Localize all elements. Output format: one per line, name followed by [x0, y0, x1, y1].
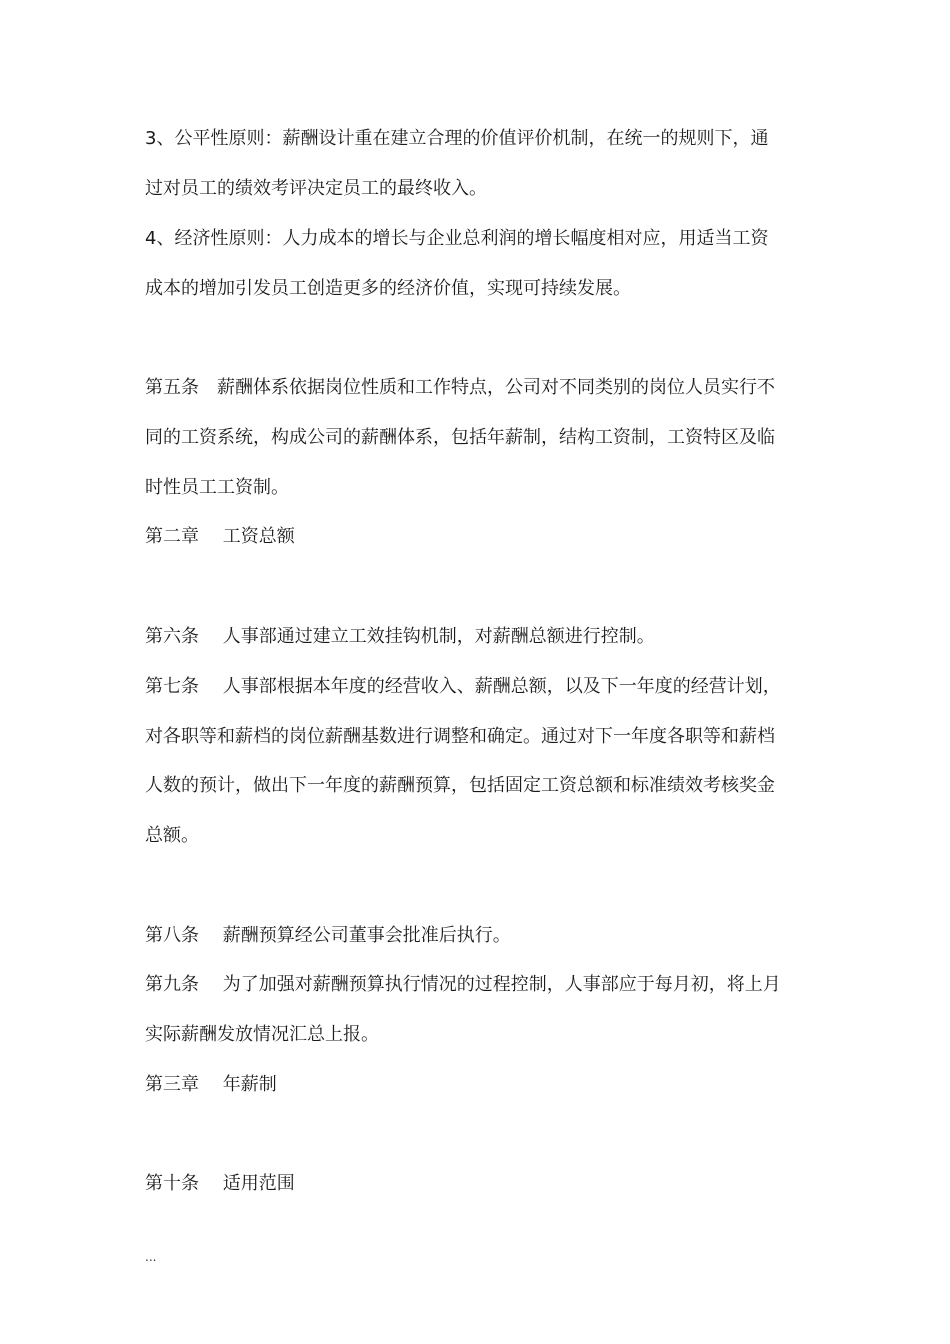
text-line: 过对员工的绩效考评决定员工的最终收入。: [145, 178, 487, 199]
text-line: 总额。: [145, 825, 199, 846]
continuation-ellipsis: ...: [145, 1250, 157, 1264]
text-line: 第十条 适用范围: [145, 1173, 295, 1194]
text-line: 3、公平性原则：薪酬设计重在建立合理的价值评价机制，在统一的规则下，通: [145, 128, 769, 149]
text-line: 成本的增加引发员工创造更多的经济价值，实现可持续发展。: [145, 278, 631, 299]
text-line: 第七条 人事部根据本年度的经营收入、薪酬总额，以及下一年度的经营计划，: [145, 676, 781, 697]
text-line: 第六条 人事部通过建立工效挂钩机制，对薪酬总额进行控制。: [145, 626, 655, 647]
text-line: 第五条 薪酬体系依据岗位性质和工作特点，公司对不同类别的岗位人员实行不: [145, 377, 775, 398]
text-line: 第九条 为了加强对薪酬预算执行情况的过程控制，人事部应于每月初，将上月: [145, 974, 781, 995]
text-line: 时性员工工资制。: [145, 477, 289, 498]
text-line: 人数的预计，做出下一年度的薪酬预算，包括固定工资总额和标准绩效考核奖金: [145, 775, 775, 796]
text-line: 实际薪酬发放情况汇总上报。: [145, 1024, 379, 1045]
chapter-heading: 第二章 工资总额: [145, 526, 295, 547]
chapter-heading: 第三章 年薪制: [145, 1074, 277, 1095]
text-line: 对各职等和薪档的岗位薪酬基数进行调整和确定。通过对下一年度各职等和薪档: [145, 726, 775, 747]
text-line: 第八条 薪酬预算经公司董事会批准后执行。: [145, 925, 511, 946]
text-line: 4、经济性原则：人力成本的增长与企业总利润的增长幅度相对应，用适当工资: [145, 228, 769, 249]
text-line: 同的工资系统，构成公司的薪酬体系，包括年薪制，结构工资制，工资特区及临: [145, 427, 775, 448]
